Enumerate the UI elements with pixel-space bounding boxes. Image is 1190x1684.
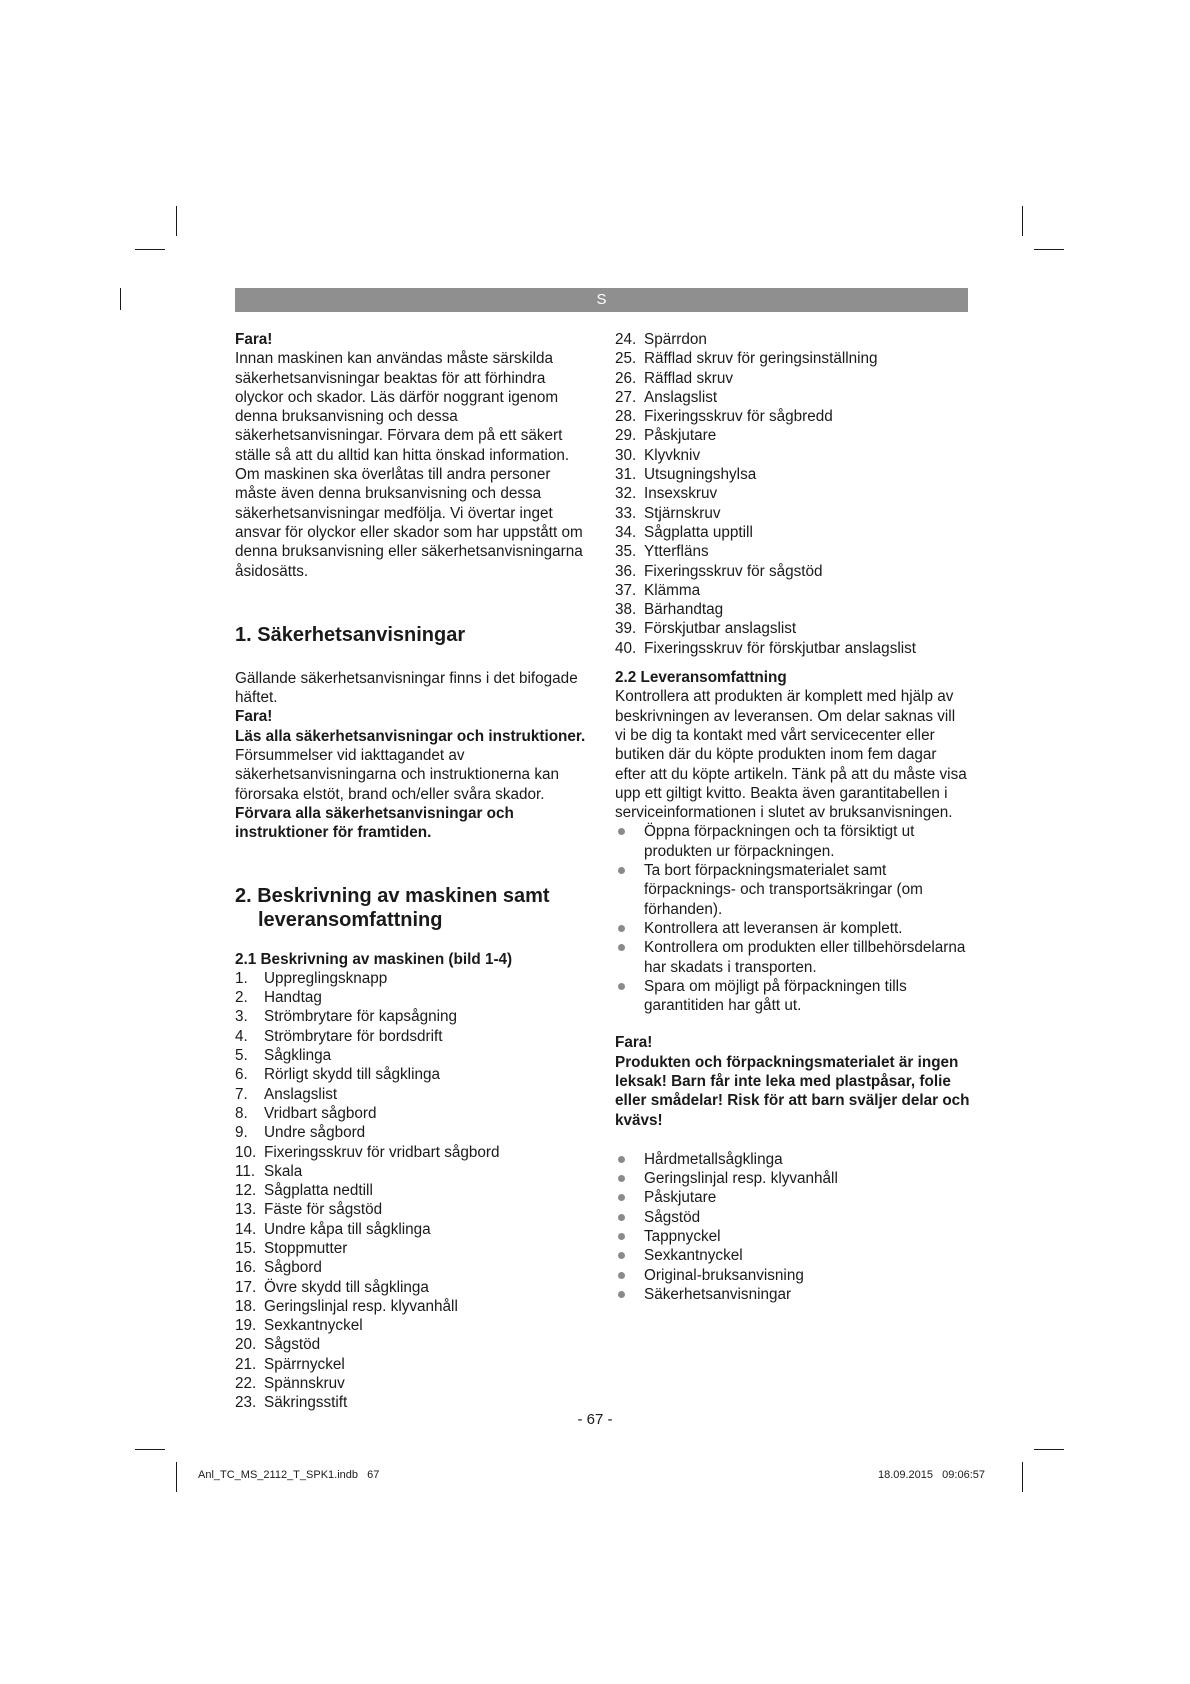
safety-warning-text: Försummelser vid iakttagandet av säkerhetsanvisningarna och instruktionerna kan förorsaka elstöt, brand och/eller svåra skador.	[235, 747, 559, 803]
parts-list-item	[235, 1374, 590, 1393]
crop-mark	[176, 1462, 177, 1492]
child-safety-warning: Produkten och förpackningsmaterialet är ingen leksak! Barn får inte leka med plastpåsar, folie eller smådelar! Risk för att barn sväljer delar och kvävs!	[615, 1053, 970, 1129]
unpacking-step-text: Spara om möjligt på förpackningen tills garantitiden har gått ut.	[644, 977, 907, 1015]
part-label: Handtag	[264, 989, 322, 1007]
part-number: 26.	[615, 369, 637, 387]
bullet-icon	[618, 925, 625, 932]
part-label: Uppreglingsknapp	[264, 969, 388, 987]
part-label: Påskjutare	[644, 427, 717, 445]
part-number: 34.	[615, 523, 637, 541]
parts-list-item	[235, 988, 590, 1007]
parts-list-item	[615, 542, 970, 561]
part-label: Stjärnskruv	[644, 504, 721, 522]
parts-list-item	[235, 1143, 590, 1162]
delivery-item	[615, 1285, 970, 1304]
parts-list-item	[615, 639, 970, 658]
delivery-item	[615, 1169, 970, 1188]
part-number: 1.	[235, 969, 248, 987]
section-heading-description: 2. Beskrivning av maskinen samt leveransomfattning	[235, 884, 550, 931]
part-number: 31.	[615, 466, 637, 484]
part-label: Sågstöd	[264, 1336, 321, 1354]
part-label: Spärrnyckel	[264, 1355, 345, 1373]
part-label: Stoppmutter	[264, 1239, 348, 1257]
parts-list-item	[615, 600, 970, 619]
part-number: 17.	[235, 1278, 257, 1296]
bullet-icon	[618, 828, 625, 835]
unpacking-step-text: Ta bort förpackningsmaterialet samt förpacknings- och transportsäkringar (om förhanden).	[644, 862, 923, 918]
parts-list-item	[235, 1046, 590, 1065]
bullet-icon	[618, 1252, 625, 1259]
crop-mark	[135, 1449, 165, 1450]
delivery-item-text: Sexkantnyckel	[644, 1247, 743, 1265]
bullet-icon	[618, 1272, 625, 1279]
parts-list-item	[235, 1162, 590, 1181]
delivery-contents-list	[615, 1150, 970, 1304]
part-number: 13.	[235, 1201, 257, 1219]
part-number: 21.	[235, 1355, 257, 1373]
delivery-item-text: Påskjutare	[644, 1189, 717, 1207]
safety-warning-paragraph	[235, 727, 590, 843]
part-label: Insexskruv	[644, 485, 718, 503]
parts-list-item	[235, 1278, 590, 1297]
unpacking-step	[615, 938, 970, 977]
part-number: 10.	[235, 1143, 257, 1161]
parts-list-item	[235, 1200, 590, 1219]
parts-list-item	[615, 426, 970, 445]
unpacking-step	[615, 919, 970, 938]
part-label: Spännskruv	[264, 1375, 345, 1393]
part-label: Säkringsstift	[264, 1394, 348, 1412]
part-number: 6.	[235, 1066, 248, 1084]
delivery-item-text: Geringslinjal resp. klyvanhåll	[644, 1170, 838, 1188]
delivery-item-text: Original-bruksanvisning	[644, 1266, 804, 1284]
parts-list-item	[615, 330, 970, 349]
part-number: 38.	[615, 601, 637, 619]
unpacking-step-text: Öppna förpackningen och ta försiktigt ut produkten ur förpackningen.	[644, 823, 915, 860]
part-number: 22.	[235, 1375, 257, 1393]
part-label: Sågbord	[264, 1259, 322, 1277]
parts-list-item	[235, 1123, 590, 1142]
part-number: 30.	[615, 446, 637, 464]
crop-mark	[1022, 1462, 1023, 1492]
part-label: Undre sågbord	[264, 1124, 366, 1142]
part-number: 8.	[235, 1104, 248, 1122]
delivery-item-text: Tappnyckel	[644, 1228, 721, 1246]
part-label: Räfflad skruv	[644, 369, 733, 387]
parts-list-item	[235, 1065, 590, 1084]
parts-list-item	[235, 1220, 590, 1239]
part-label: Anslagslist	[644, 388, 718, 406]
part-label: Vridbart sågbord	[264, 1104, 377, 1122]
parts-list-item	[615, 562, 970, 581]
language-code: S	[596, 291, 607, 308]
part-label: Klämma	[644, 581, 701, 599]
part-number: 24.	[615, 331, 637, 348]
parts-list-item	[615, 407, 970, 426]
crop-mark	[120, 288, 121, 310]
delivery-item	[615, 1188, 970, 1207]
part-label: Skala	[264, 1162, 303, 1180]
file-name: Anl_TC_MS_2112_T_SPK1.indb 67	[198, 1469, 380, 1481]
bullet-icon	[618, 1214, 625, 1221]
subsection-heading-description: 2.1 Beskrivning av maskinen (bild 1-4)	[235, 950, 513, 968]
crop-mark	[1022, 206, 1023, 236]
part-number: 15.	[235, 1239, 257, 1257]
part-label: Sågplatta upptill	[644, 523, 753, 541]
part-label: Sågplatta nedtill	[264, 1182, 373, 1200]
bullet-icon	[618, 983, 625, 990]
parts-list-item	[235, 1355, 590, 1374]
parts-list-item	[235, 1181, 590, 1200]
parts-list-item	[235, 1239, 590, 1258]
part-number: 4.	[235, 1027, 248, 1045]
section-heading-safety: 1. Säkerhetsanvisningar	[235, 623, 466, 646]
part-number: 12.	[235, 1182, 257, 1200]
right-column	[615, 330, 970, 1304]
part-number: 35.	[615, 543, 637, 561]
parts-list-item	[235, 969, 590, 988]
parts-list-item	[235, 1316, 590, 1335]
bullet-icon	[618, 944, 625, 951]
parts-list-item	[615, 388, 970, 407]
part-number: 32.	[615, 485, 637, 503]
delivery-item-text: Säkerhetsanvisningar	[644, 1285, 792, 1303]
unpacking-steps-list	[615, 822, 970, 1015]
part-label: Klyvkniv	[644, 446, 701, 464]
part-number: 2.	[235, 989, 248, 1007]
part-label: Fixeringsskruv för sågstöd	[644, 562, 823, 580]
part-number: 20.	[235, 1336, 257, 1354]
crop-mark	[176, 206, 177, 236]
part-label: Anslagslist	[264, 1085, 338, 1103]
part-label: Bärhandtag	[644, 601, 724, 619]
left-column	[235, 330, 590, 1413]
safety-warning-bold-tail: Förvara alla säkerhetsanvisningar och instruktioner för framtiden.	[235, 804, 514, 842]
part-number: 7.	[235, 1085, 248, 1103]
parts-list-item	[235, 1335, 590, 1354]
part-label: Utsugningshylsa	[644, 466, 757, 484]
parts-list-item	[235, 1027, 590, 1046]
parts-list	[235, 969, 590, 1413]
parts-list-item	[615, 446, 970, 465]
part-number: 18.	[235, 1297, 257, 1315]
unpacking-step	[615, 822, 970, 861]
bullet-icon	[618, 1233, 625, 1240]
delivery-item-text: Hårdmetallsågklinga	[644, 1150, 783, 1168]
part-number: 5.	[235, 1047, 248, 1065]
delivery-item	[615, 1208, 970, 1227]
parts-list-item	[235, 1393, 590, 1412]
parts-list-item	[235, 1085, 590, 1104]
parts-list-item	[235, 1007, 590, 1026]
part-number: 36.	[615, 562, 637, 580]
part-label: Fixeringsskruv för vridbart sågbord	[264, 1143, 500, 1161]
bullet-icon	[618, 1175, 625, 1182]
part-label: Övre skydd till sågklinga	[264, 1278, 429, 1296]
parts-list-item	[615, 523, 970, 542]
part-label: Förskjutbar anslagslist	[644, 620, 797, 638]
parts-list-item	[615, 484, 970, 503]
unpacking-step-text: Kontrollera om produkten eller tillbehörsdelarna har skadats i transporten.	[644, 939, 966, 976]
parts-list-item	[615, 504, 970, 523]
parts-list-item	[235, 1258, 590, 1277]
delivery-item-text: Sågstöd	[644, 1208, 701, 1226]
page-number: - 67 -	[577, 1411, 613, 1428]
part-number: 39.	[615, 620, 637, 638]
unpacking-step	[615, 977, 970, 1016]
crop-mark	[135, 249, 165, 250]
parts-list-item	[615, 369, 970, 388]
part-label: Sexkantnyckel	[264, 1317, 363, 1335]
parts-list	[615, 330, 970, 658]
part-number: 19.	[235, 1317, 257, 1335]
part-number: 33.	[615, 504, 637, 522]
bullet-icon	[618, 1194, 625, 1201]
bullet-icon	[618, 867, 625, 874]
part-label: Ytterfläns	[644, 543, 709, 561]
unpacking-step-text: Kontrollera att leveransen är komplett.	[644, 919, 903, 937]
part-number: 29.	[615, 427, 637, 445]
part-label: Geringslinjal resp. klyvanhåll	[264, 1297, 458, 1315]
part-label: Fäste för sågstöd	[264, 1201, 383, 1219]
part-number: 37.	[615, 581, 637, 599]
subsection-heading-delivery: 2.2 Leveransomfattning	[615, 669, 787, 687]
parts-list-item	[235, 1104, 590, 1123]
part-number: 9.	[235, 1124, 248, 1142]
part-label: Rörligt skydd till sågklinga	[264, 1066, 440, 1084]
bullet-icon	[618, 1291, 625, 1298]
delivery-text: Kontrollera att produkten är komplett med hjälp av beskrivningen av leveransen. Om delar saknas vill vi be dig ta kontakt med vårt servicecenter eller butiken där du köpte produkten inom fem dagar efter att du köpte artikeln. Tänk på att du måste visa upp ett giltigt kvitto. Beakta även garantitabellen i serviceinformationen i slutet av bruksanvisningen.	[615, 688, 967, 822]
safety-intro: Gällande säkerhetsanvisningar finns i det bifogade häftet.	[235, 669, 578, 707]
bullet-icon	[618, 1156, 625, 1163]
delivery-item	[615, 1150, 970, 1169]
part-label: Strömbrytare för bordsdrift	[264, 1027, 443, 1045]
crop-mark	[1034, 249, 1064, 250]
parts-list-item	[615, 581, 970, 600]
delivery-item	[615, 1246, 970, 1265]
parts-list-item	[615, 349, 970, 368]
part-number: 28.	[615, 408, 637, 426]
part-number: 16.	[235, 1259, 257, 1277]
part-number: 40.	[615, 639, 637, 657]
unpacking-step	[615, 861, 970, 919]
language-header-bar	[235, 288, 968, 312]
part-label: Räfflad skruv för geringsinställning	[644, 350, 878, 368]
part-number: 23.	[235, 1394, 257, 1412]
parts-list-item	[235, 1297, 590, 1316]
part-label: Sågklinga	[264, 1047, 332, 1065]
part-label: Undre kåpa till sågklinga	[264, 1220, 431, 1238]
part-number: 14.	[235, 1220, 257, 1238]
safety-warning-bold-lead: Läs alla säkerhetsanvisningar och instruktioner.	[235, 727, 586, 745]
crop-mark	[1034, 1449, 1064, 1450]
delivery-item	[615, 1227, 970, 1246]
part-label: Fixeringsskruv för förskjutbar anslagslist	[644, 639, 917, 657]
part-number: 25.	[615, 350, 637, 368]
part-number: 27.	[615, 388, 637, 406]
part-label: Strömbrytare för kapsågning	[264, 1008, 458, 1026]
part-number: 3.	[235, 1008, 248, 1026]
warning-title: Fara!	[235, 331, 273, 348]
part-number: 11.	[235, 1162, 256, 1180]
warning-title: Fara!	[615, 1034, 653, 1052]
part-label: Spärrdon	[644, 331, 707, 348]
warning-text: Innan maskinen kan användas måste särskilda säkerhetsanvisningar beaktas för att förhindra olyckor och skador. Läs därför noggrant igenom denna bruksanvisning och dessa säkerhetsanvisningar. Förvara dem på ett säkert ställe så att du alltid kan hitta önskad information. Om maskinen ska överlåtas till andra personer måste även denna bruksanvisning och dessa säkerhetsanvisningar medfölja. Vi övertar inget ansvar för olyckor eller skador som har uppstått om denna bruksanvisning eller säkerhetsanvisningarna åsidosätts.	[235, 350, 583, 580]
warning-title: Fara!	[235, 708, 273, 726]
part-label: Fixeringsskruv för sågbredd	[644, 408, 833, 426]
parts-list-item	[615, 619, 970, 638]
delivery-item	[615, 1266, 970, 1285]
parts-list-item	[615, 465, 970, 484]
print-timestamp: 18.09.2015 09:06:57	[877, 1469, 985, 1481]
